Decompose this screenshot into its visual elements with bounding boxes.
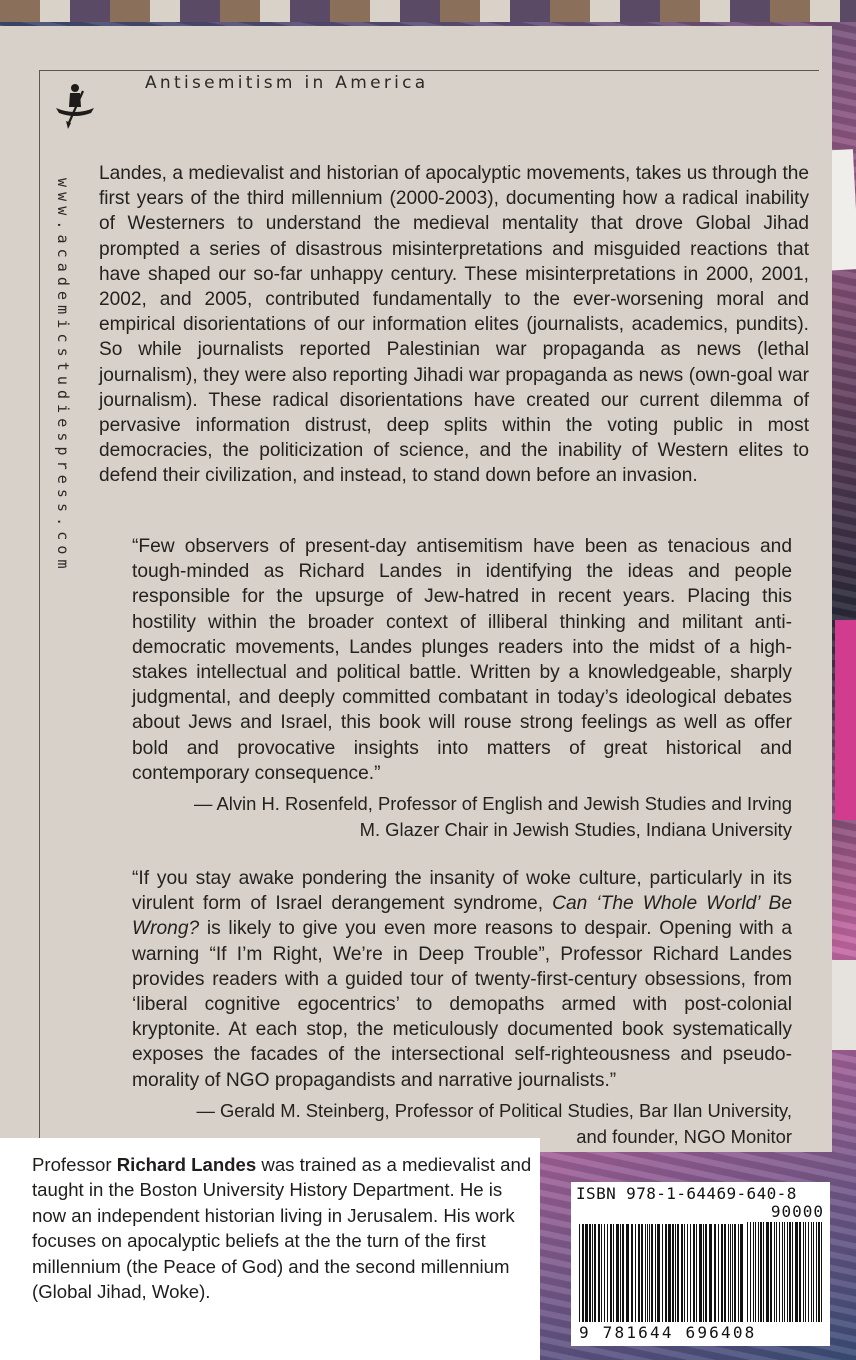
- bio-prefix: Professor: [32, 1154, 117, 1175]
- isbn-barcode: [571, 1182, 830, 1346]
- barcode-bar: [770, 1222, 772, 1322]
- barcode-bar: [732, 1224, 733, 1322]
- frame-rule-horizontal: [39, 70, 819, 71]
- barcode-bar: [589, 1224, 591, 1322]
- endorsement-attribution: [132, 791, 792, 843]
- barcode-bar: [662, 1224, 663, 1322]
- barcode-bar: [616, 1224, 619, 1322]
- barcode-bar: [598, 1224, 600, 1322]
- barcode-bar: [721, 1224, 723, 1322]
- barcode-bar: [805, 1222, 806, 1322]
- barcode-bar: [816, 1222, 817, 1322]
- barcode-bar: [703, 1224, 704, 1322]
- barcode-bar: [601, 1224, 602, 1322]
- barcode-bar: [763, 1222, 764, 1322]
- barcode-bar: [787, 1222, 788, 1322]
- author-name: Richard Landes: [116, 1154, 257, 1175]
- barcode-bar: [657, 1224, 660, 1322]
- barcode-bar: [813, 1222, 814, 1322]
- barcode-bar: [779, 1222, 780, 1322]
- barcode-bar: [594, 1224, 596, 1322]
- barcode-bar: [784, 1222, 785, 1322]
- barcode-bar: [758, 1222, 759, 1322]
- barcode-bar: [684, 1224, 685, 1322]
- barcode-bar: [655, 1224, 656, 1322]
- barcode-bar: [675, 1224, 676, 1322]
- barcode-bar: [750, 1222, 751, 1322]
- barcode-bar: [626, 1224, 629, 1322]
- barcode-bar: [641, 1224, 643, 1322]
- bio-text: was trained as a medievalist and taught in the Boston University History Department. He is now an independent historian living in Jerusalem. His work focuses on apocalyptic beliefs at the the turn of the first millennium (the Peace of God) and the second millennium (Global Jihad, Woke).: [32, 1154, 532, 1303]
- barcode-bar: [649, 1224, 650, 1322]
- barcode-digits: 9 781644 696408: [579, 1323, 757, 1342]
- barcode-bar: [755, 1222, 756, 1322]
- barcode-bar: [818, 1222, 820, 1322]
- attribution-line: and founder, NGO Monitor: [576, 1126, 792, 1147]
- barcode-bar: [774, 1222, 775, 1322]
- barcode-bar: [760, 1222, 762, 1322]
- barcode-addon-bars: [747, 1222, 823, 1322]
- barcode-bar: [734, 1224, 736, 1322]
- attribution-line: — Alvin H. Rosenfeld, Professor of English and Jewish Studies and Irving: [193, 793, 792, 814]
- barcode-bar: [730, 1224, 731, 1322]
- background-wall-top: [0, 0, 856, 22]
- back-cover-panel: [0, 26, 832, 1152]
- barcode-bar: [740, 1224, 743, 1322]
- barcode-bar: [677, 1224, 679, 1322]
- barcode-bar: [747, 1222, 748, 1322]
- background-paper-strip: [828, 960, 856, 1050]
- series-title: Antisemitism in America: [145, 73, 429, 93]
- barcode-bar: [821, 1222, 822, 1322]
- barcode-bar: [690, 1224, 691, 1322]
- barcode-bar: [709, 1224, 712, 1322]
- barcode-bar: [592, 1224, 593, 1322]
- barcode-bar: [638, 1224, 640, 1322]
- barcode-bar: [803, 1222, 804, 1322]
- barcode-bar: [693, 1224, 695, 1322]
- barcode-bar: [738, 1224, 739, 1322]
- barcode-bar: [635, 1224, 636, 1322]
- barcode-bar: [753, 1222, 754, 1322]
- barcode-bar: [620, 1224, 621, 1322]
- barcode-bar: [782, 1222, 783, 1322]
- barcode-bar: [610, 1224, 612, 1322]
- author-bio-box: [0, 1138, 540, 1360]
- barcode-bar: [718, 1224, 719, 1322]
- barcode-bar: [705, 1224, 707, 1322]
- barcode-bar: [604, 1224, 605, 1322]
- barcode-bar: [613, 1224, 614, 1322]
- barcode-bar: [696, 1224, 697, 1322]
- endorsement-quote: “Few observers of present-day antisemitism have been as tenacious and tough-minded as Richard Landes in identifying the ideas and people responsible for the upsurge of Jew-hatred in recent years. Placing this hostility within the broader context of illiberal thinking and militant anti-democratic movements, Landes plunges readers into the midst of a high-stakes intellectual and political battle. Written by a knowledgeable, sharply judgmental, and deeply committed combatant in today’s ideological debates about Jews and Israel, this book will rouse strong feelings as well as offer bold and provocative insights into matters of great historical and contemporary consequence.”: [132, 536, 792, 784]
- barcode-bar: [714, 1224, 716, 1322]
- barcode-bar: [579, 1224, 580, 1322]
- barcode-bar: [789, 1222, 791, 1322]
- barcode-bar: [699, 1224, 702, 1322]
- barcode-bar: [799, 1222, 801, 1322]
- barcode-bar: [607, 1224, 608, 1322]
- barcode-bar: [582, 1224, 584, 1322]
- author-bio: [32, 1152, 532, 1304]
- barcode-bar: [681, 1224, 683, 1322]
- barcode-bar: [728, 1224, 729, 1322]
- barcode-bar: [808, 1222, 809, 1322]
- frame-rule-vertical: [39, 70, 40, 1150]
- attribution-line: — Gerald M. Steinberg, Professor of Political Studies, Bar Ilan University,: [196, 1100, 792, 1121]
- barcode-bars: [579, 1224, 743, 1322]
- book-title-italic: Can ‘The Whole World’ Be Wrong?: [132, 893, 792, 940]
- endorsement-quote: [132, 866, 792, 1093]
- book-description: Landes, a medievalist and historian of apocalyptic movements, takes us through the first years of the third millennium (2000-2003), documenting how a radical inability of Westerners to understand the medieval mentality that drove Global Jihad prompted a series of disastrous misinterpretations and misguided reactions that have shaped our so-far unhappy century. These misinterpretations in 2000, 2001, 2002, and 2005, contributed fundamentally to the ever-worsening moral and empirical disorientations of our information elites (journalists, academics, pundits). So while journalists reported Palestinian war propaganda as news (lethal journalism), they were also reporting Jihadi war propaganda as news (own-goal war journalism). These radical disorientations have created our current dilemma of pervasive information distrust, deep splits within the voting public in most democracies, the politicization of science, and the inability of Western elites to defend their civilization, and instead, to stand down before an invasion.: [99, 163, 809, 487]
- barcode-bar: [651, 1224, 653, 1322]
- barcode-bar: [687, 1224, 688, 1322]
- quote-text: “If you stay awake pondering the insanity of woke culture, particularly in its virulent form of Israel derangement syndrome,: [132, 868, 792, 915]
- publisher-website: www.academicstudiespress.com: [54, 178, 72, 574]
- barcode-bar: [792, 1222, 793, 1322]
- barcode-bar: [724, 1224, 726, 1322]
- barcode-bar: [631, 1224, 633, 1322]
- barcode-bar: [795, 1222, 798, 1322]
- price-code: 90000: [770, 1202, 824, 1221]
- barcode-bar: [647, 1224, 648, 1322]
- barcode-bar: [645, 1224, 646, 1322]
- canoe-paddler-icon: [54, 79, 96, 129]
- attribution-line: M. Glazer Chair in Jewish Studies, Indiana University: [359, 819, 792, 840]
- barcode-bar: [811, 1222, 812, 1322]
- barcode-bar: [672, 1224, 674, 1322]
- quote-text: is likely to give you even more reasons to despair. Opening with a warning “If I’m Right, We’re in Deep Trouble”, Professor Richard Landes provides readers with a guided tour of twenty-first-century obsessions, from ‘liberal cognitive egocentrics’ to demopaths armed with post-colonial kryptonite. At each stop, the meticulously documented book systematically exposes the facades of the intersectional self-righteousness and pseudo-morality of NGO propagandists and narrative journalists.”: [132, 918, 792, 1091]
- barcode-bar: [665, 1224, 667, 1322]
- barcode-bar: [668, 1224, 671, 1322]
- barcode-bar: [766, 1222, 769, 1322]
- isbn-label: ISBN 978-1-64469-640-8: [576, 1184, 797, 1203]
- barcode-bar: [585, 1224, 588, 1322]
- barcode-bar: [622, 1224, 624, 1322]
- barcode-bar: [776, 1222, 777, 1322]
- background-paint-strip: [835, 620, 856, 820]
